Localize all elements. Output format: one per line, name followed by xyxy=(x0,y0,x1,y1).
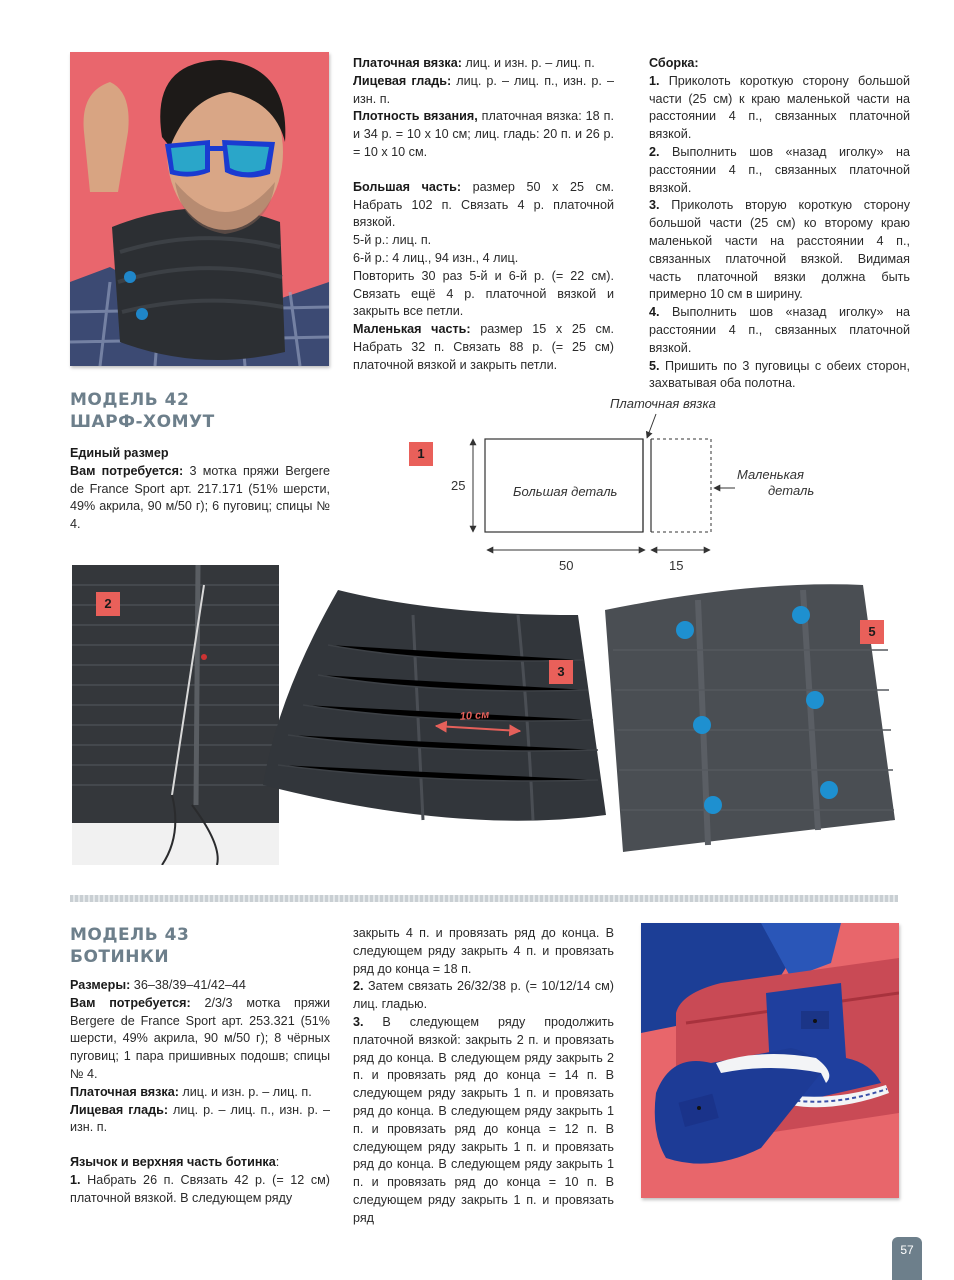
assembly-section xyxy=(649,55,910,393)
step-number: 2. xyxy=(353,979,364,994)
sizes-text: 36–38/39–41/42–44 xyxy=(130,978,246,992)
model-name: БОТИНКИ xyxy=(70,947,170,967)
boots-illustration xyxy=(641,923,899,1198)
small-part-text: размер 15 х 25 см. Набрать 32 п. Связать 88 р. (= 25 см) платочной вязкой и закрыть петли. xyxy=(353,322,614,372)
step-text: В следующем ряду продолжить платочной вязкой: закрыть 2 п. и провязать ряд до конца. В следующем ряду закрыть 2 п. и провязать ряд до конца = 14 п. В следующем ряду закрыть 1 п. и провязать ряд до конца. В следующем ряду закрыть 1 п. и провязать ряд до конца = 12 п. В следующем ряду закрыть 1 п. и провязать ряд до конца. В следующем ряду закрыть 1 п. и провязать ряд до конца = 10 п. В следующем ряду закрыть 1 п. и провязать ряд xyxy=(353,1014,614,1225)
needs-text: 2/3/3 мотка пряжи Bergere de France Sport арт. 253.321 (51% шерсти, 49% акрила, 90 м/50 г); 8 чёрных пуговиц; 1 пара пришивных подошв; спицы № 4. xyxy=(70,995,331,1081)
row-5-text: 5-й р.: лиц. п. xyxy=(353,233,432,248)
diagram-badge: 1 xyxy=(409,442,433,466)
dim-small: 15 xyxy=(669,558,684,573)
step-text: Затем связать 26/32/38 р. (= 10/12/14 см) лиц. гладью. xyxy=(353,979,614,1012)
button-icon xyxy=(124,271,136,283)
model-name: ШАРФ-ХОМУТ xyxy=(70,412,215,432)
assembly-step xyxy=(649,197,910,304)
big-part-text: размер 50 х 25 см. Набрать 102 п. Связать 4 р. платочной вязкой. xyxy=(353,179,614,230)
small-part-label: Маленькая часть: xyxy=(353,322,471,337)
step-number: 2. xyxy=(649,144,660,159)
garter-label: Платочная вязка: xyxy=(353,56,462,70)
step-number: 4. xyxy=(649,305,660,320)
garter-text: лиц. и изн. р. – лиц. п. xyxy=(178,1084,312,1099)
model-number: МОДЕЛЬ 42 xyxy=(70,390,190,410)
sizes-label: Размеры: xyxy=(70,978,131,992)
scarf-buttons-photo xyxy=(603,580,898,860)
button-icon xyxy=(792,606,810,624)
step-number: 3. xyxy=(649,198,660,213)
model-43-photo xyxy=(641,923,899,1198)
section-separator xyxy=(70,895,898,902)
badge-step-3: 3 xyxy=(549,660,573,684)
assembly-step xyxy=(649,144,910,197)
model-42-materials xyxy=(70,445,330,534)
model-number: МОДЕЛЬ 43 xyxy=(70,925,190,945)
garter-text: лиц. и изн. р. – лиц. п. xyxy=(461,56,595,70)
big-part-repeat-text: Повторить 30 раз 5-й и 6-й р. (= 22 см). Связать ещё 4 р. платочной вязкой и закрыть все петли. xyxy=(353,268,614,319)
stockinette-text: лиц. р. – лиц. п., изн. р. – изн. п. xyxy=(70,1102,330,1135)
model-43-instructions xyxy=(353,925,614,1228)
scarf-diagram xyxy=(440,392,830,582)
model-42-photo xyxy=(70,52,329,366)
photo-step-3 xyxy=(258,585,608,835)
needs-label: Вам потребуется: xyxy=(70,463,184,478)
page-number: 57 xyxy=(892,1237,922,1280)
model-42-title xyxy=(70,389,215,433)
button-icon xyxy=(136,308,148,320)
badge-step-2: 2 xyxy=(96,592,120,616)
small-part-rect xyxy=(651,439,711,532)
step-text: Набрать 26 п. Связать 42 р. (= 12 см) платочной вязкой. В следующем ряду xyxy=(70,1172,330,1205)
pin-icon xyxy=(201,654,207,660)
stockinette-label: Лицевая гладь: xyxy=(70,1102,169,1117)
model-43-materials xyxy=(70,977,330,1208)
stockinette-text: лиц. р. – лиц. п., изн. р. – изн. п. xyxy=(353,73,614,106)
model-43-title xyxy=(70,924,189,968)
step-text: Приколоть короткую сторону большой части (25 см) к краю маленькой части на расстоянии 4 п., связанных платочной вязкой. xyxy=(649,73,910,142)
button-icon xyxy=(697,1106,701,1110)
density-text: платочная вязка: 18 п. и 34 р. = 10 х 10 см; лиц. гладь: 20 п. и 26 р. = 10 х 10 см. xyxy=(353,109,614,159)
button-icon xyxy=(676,621,694,639)
step-number: 3. xyxy=(353,1014,364,1029)
garter-label: Платочная вязка: xyxy=(70,1084,179,1099)
model-42-instructions xyxy=(353,55,614,375)
button-icon xyxy=(704,796,722,814)
needs-text: 3 мотка пряжи Bergere de France Sport арт. 217.171 (51% шерсти, 49% акрила, 90 м/50 г); 6 пуговиц; спицы № 4. xyxy=(70,463,331,532)
size-label: Единый размер xyxy=(70,446,169,460)
photo-step-5 xyxy=(603,580,898,860)
step-text: Приколоть вторую короткую сторону большой части (25 см) ко второму краю маленькой части на расстоянии 4 п., связанных платочной вязкой. Видимая часть платочной вязки должна быть примерно 10 см в ширину. xyxy=(649,198,910,302)
big-part-label: Большая часть: xyxy=(353,179,462,194)
step-text: Выполнить шов «назад иголку» на расстоянии 4 п., связанных платочной вязкой. xyxy=(649,144,910,195)
button-icon xyxy=(693,716,711,734)
dim-height: 25 xyxy=(451,478,466,493)
assembly-step xyxy=(649,358,910,394)
label-garter: Платочная вязка xyxy=(610,396,716,411)
step-number: 1. xyxy=(70,1172,81,1187)
man-scarf-illustration xyxy=(70,52,329,366)
button-icon xyxy=(813,1019,817,1023)
step-text: Выполнить шов «назад иголку» на расстоянии 4 п., связанных платочной вязкой. xyxy=(649,305,910,355)
button-icon xyxy=(806,691,824,709)
colon: : xyxy=(275,1155,280,1170)
row-6-text: 6-й р.: 4 лиц., 94 изн., 4 лиц. xyxy=(353,250,519,265)
button-icon xyxy=(820,781,838,799)
ten-cm-label: 10 см xyxy=(459,708,490,723)
dim-big: 50 xyxy=(559,558,574,573)
label-small-part-2: деталь xyxy=(768,483,815,498)
assembly-step xyxy=(649,304,910,357)
stockinette-label: Лицевая гладь: xyxy=(353,73,452,88)
step-text: Пришить по 3 пуговицы с обеих сторон, захватывая оба полотна. xyxy=(649,358,910,391)
assembly-step xyxy=(649,73,910,144)
step-number: 5. xyxy=(649,358,660,373)
needs-label: Вам потребуется: xyxy=(70,995,191,1010)
instruction-text: закрыть 4 п. и провязать ряд до конца. В следующем ряду закрыть 4 п. и провязать ряд до конца = 18 п. xyxy=(353,926,614,976)
section-label: Язычок и верхняя часть ботинка xyxy=(70,1155,276,1170)
badge-step-5: 5 xyxy=(860,620,884,644)
label-big-part: Большая деталь xyxy=(513,484,618,499)
step-number: 1. xyxy=(649,73,660,88)
assembly-title: Сборка: xyxy=(649,56,699,70)
density-label: Плотность вязания, xyxy=(353,109,478,124)
scarf-flat-photo xyxy=(258,585,608,835)
label-small-part-1: Маленькая xyxy=(737,467,804,482)
